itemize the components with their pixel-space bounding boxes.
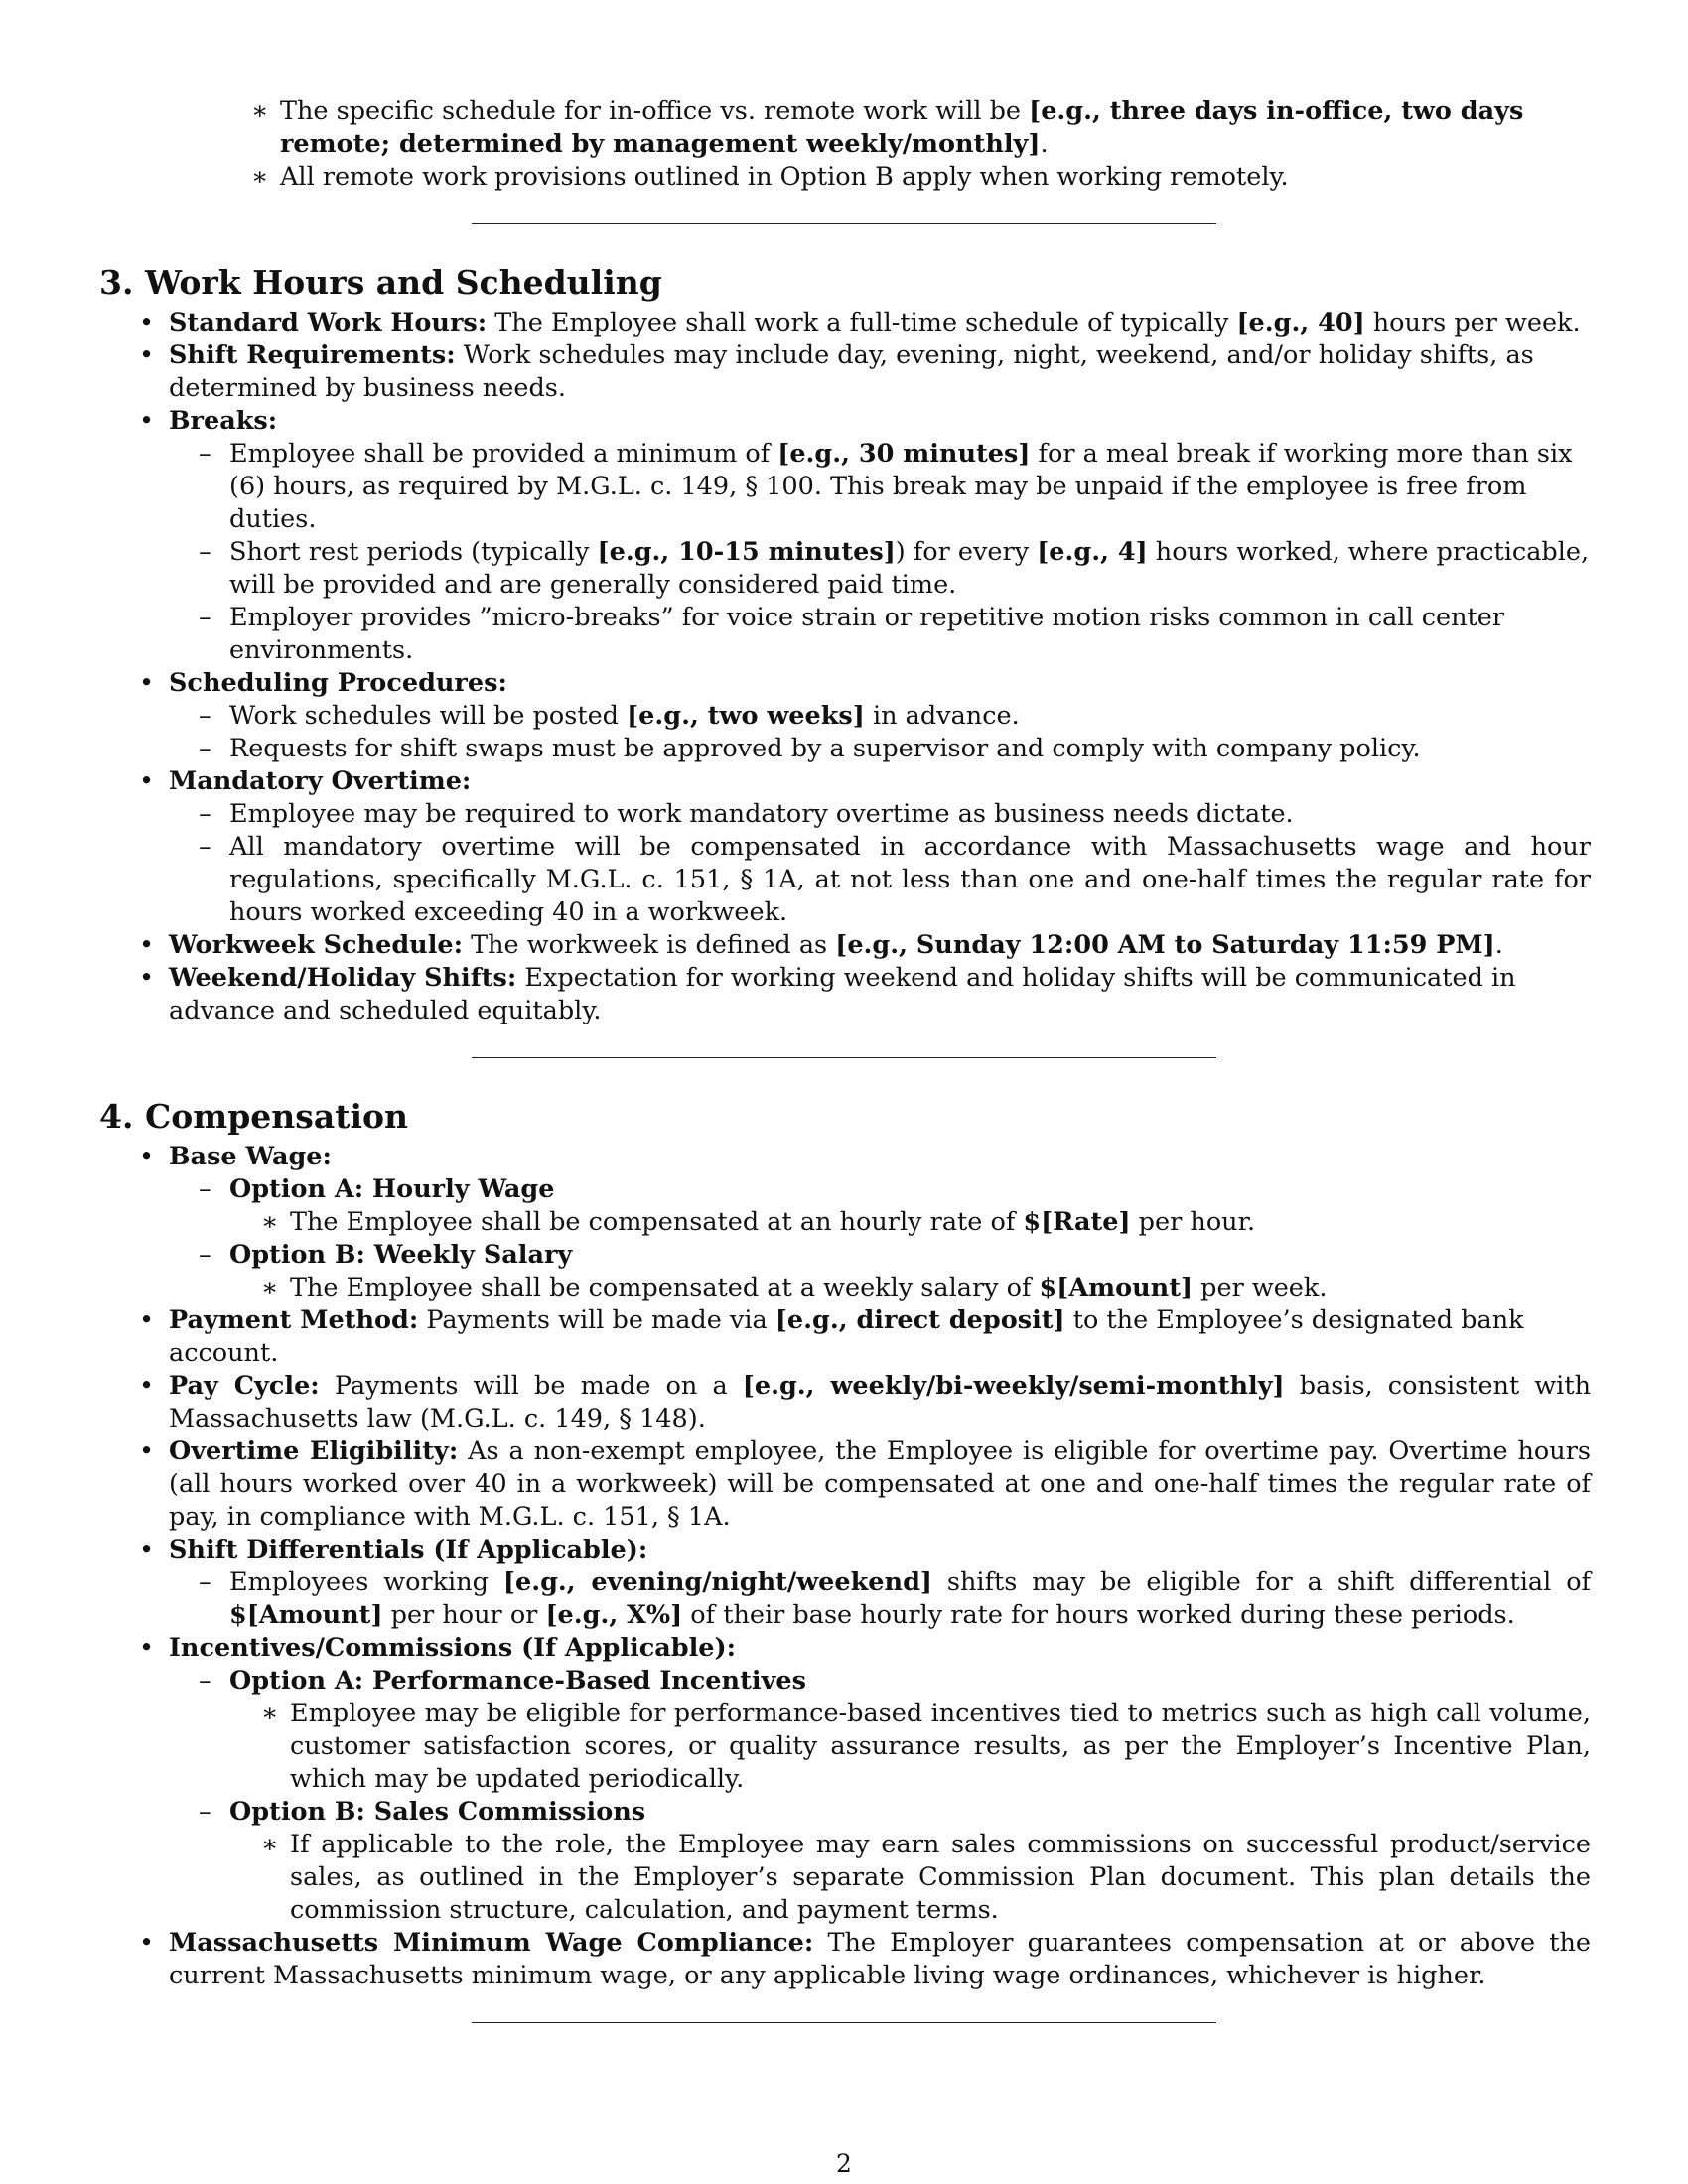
list-item-minimum-wage: • Massachusetts Minimum Wage Compliance: The Employer guarantees compensation at or above the current Massachusetts minimum wage, or any applicable living wage ordinances, whichever is higher. (169, 1927, 1591, 1992)
list-item: – Short rest periods (typically [e.g., 10-15 minutes]) for every [e.g., 4] hours worked, where practicable, will be provided and are generally considered paid time. (229, 536, 1591, 602)
page-number: 2 (836, 2149, 852, 2178)
list-item: – Requests for shift swaps must be approved by a supervisor and comply with company policy. (229, 733, 1591, 765)
list-item-weekend-holiday: • Weekend/Holiday Shifts: Expectation for working weekend and holiday shifts will be communicated in advance and scheduled equitably. (169, 962, 1591, 1027)
list-item: ∗ The Employee shall be compensated at an hourly rate of $[Rate] per hour. (290, 1206, 1591, 1239)
option-a-sublist (229, 1206, 1591, 1239)
section-heading-work-hours: 3. Work Hours and Scheduling (99, 263, 662, 302)
list-item: – Employees working [e.g., evening/night/weekend] shifts may be eligible for a shift differential of $[Amount] per hour or [e.g., X%] of their base hourly rate for hours worked during these periods. (229, 1567, 1591, 1632)
breaks-sublist (169, 438, 1591, 667)
continuation-list (99, 95, 1591, 194)
section-divider (472, 223, 1216, 224)
list-item: – Employee shall be provided a minimum of [e.g., 30 minutes] for a meal break if working more than six (6) hours, as required by M.G.L. c. 149, § 100. This break may be unpaid if the employee is free from duties. (229, 438, 1591, 536)
list-item: ∗ The Employee shall be compensated at a weekly salary of $[Amount] per week. (290, 1272, 1591, 1304)
list-item-standard-hours: • Standard Work Hours: The Employee shall work a full-time schedule of typically [e.g., 40] hours per week. (169, 307, 1591, 340)
compensation-list (99, 1141, 1591, 1992)
list-item: – Employer provides ”micro-breaks” for voice strain or repetitive motion risks common in call center environments. (229, 602, 1591, 667)
scheduling-sublist (169, 700, 1591, 765)
list-item-base-wage: • Base Wage: – Option A: Hourly Wage ∗ The Employee shall be compensated at an hourly rate of $[Rate] per hour. – Option B: Weekly Salary ∗ The Employee shall be compensated at a weekly salary of $[Amount] per week. (169, 1141, 1591, 1304)
list-item-pay-cycle: • Pay Cycle: Payments will be made on a [e.g., weekly/bi-weekly/semi-monthly] basis, consistent with Massachusetts law (M.G.L. c. 149, § 148). (169, 1370, 1591, 1435)
section-divider (472, 1057, 1216, 1058)
list-item: ∗ All remote work provisions outlined in Option B apply when working remotely. (280, 161, 1591, 194)
section-divider (472, 2022, 1216, 2023)
list-item: – Employee may be required to work mandatory overtime as business needs dictate. (229, 798, 1591, 831)
option-b-sublist (229, 1272, 1591, 1304)
base-wage-sublist (169, 1173, 1591, 1304)
list-item-option-a: – Option A: Hourly Wage ∗ The Employee shall be compensated at an hourly rate of $[Rate] per hour. (229, 1173, 1591, 1239)
page-content (99, 95, 1591, 2023)
list-item-shift-requirements: • Shift Requirements: Work schedules may include day, evening, night, weekend, and/or holiday shifts, as determined by business needs. (169, 340, 1591, 405)
list-item-payment-method: • Payment Method: Payments will be made via [e.g., direct deposit] to the Employee’s designated bank account. (169, 1304, 1591, 1370)
section-heading-compensation: 4. Compensation (99, 1097, 408, 1136)
list-item-option-a: – Option A: Performance-Based Incentives ∗ Employee may be eligible for performance-based incentives tied to metrics such as high call volume, customer satisfaction scores, or quality assurance results, as per the Employer’s Incentive Plan, which may be updated periodically. (229, 1665, 1591, 1796)
incentives-option-a-sublist (229, 1698, 1591, 1796)
shift-differentials-sublist (169, 1567, 1591, 1632)
list-item-scheduling-procedures: • Scheduling Procedures: – Work schedules will be posted [e.g., two weeks] in advance. – Requests for shift swaps must be approved by a supervisor and comply with company policy. (169, 667, 1591, 765)
incentives-sublist (169, 1665, 1591, 1927)
list-item-mandatory-overtime: • Mandatory Overtime: – Employee may be required to work mandatory overtime as business needs dictate. – All mandatory overtime will be compensated in accordance with Massachusetts wage and hour regulations, specifically M.G.L. c. 151, § 1A, at not less than one and one-half times the regular rate for hours worked exceeding 40 in a workweek. (169, 765, 1591, 929)
list-item-option-b: – Option B: Sales Commissions ∗ If applicable to the role, the Employee may earn sales commissions on successful product/service sales, as outlined in the Employer’s separate Commission Plan document. This plan details the commission structure, calculation, and payment terms. (229, 1796, 1591, 1927)
list-item-breaks: • Breaks: – Employee shall be provided a minimum of [e.g., 30 minutes] for a meal break if working more than six (6) hours, as required by M.G.L. c. 149, § 100. This break may be unpaid if the employee is free from duties. – Short rest periods (typically [e.g., 10-15 minutes]) for every [e.g., 4] hours worked, where practicable, will be provided and are generally considered paid time. – Employer provides ”micro-breaks” for voice strain or repetitive motion risks common in call center environments. (169, 405, 1591, 667)
list-item-incentives: • Incentives/Commissions (If Applicable): – Option A: Performance-Based Incentives ∗ Employee may be eligible for performance-based incentives tied to metrics such as high call volume, customer satisfaction scores, or quality assurance results, as per the Employer’s Incentive Plan, which may be updated periodically. – Option B: Sales Commissions ∗ If applicable to the role, the Employee may earn sales commissions on successful product/service sales, as outlined in the Employer’s separate Commission Plan document. This plan details the commission structure, calculation, and payment terms. (169, 1632, 1591, 1927)
list-item: ∗ Employee may be eligible for performance-based incentives tied to metrics such as high call volume, customer satisfaction scores, or quality assurance results, as per the Employer’s Incentive Plan, which may be updated periodically. (290, 1698, 1591, 1796)
list-item-option-b: – Option B: Weekly Salary ∗ The Employee shall be compensated at a weekly salary of $[Amount] per week. (229, 1239, 1591, 1304)
list-item-workweek-schedule: • Workweek Schedule: The workweek is defined as [e.g., Sunday 12:00 AM to Saturday 11:59 PM]. (169, 929, 1591, 962)
overtime-sublist (169, 798, 1591, 929)
list-item: ∗ If applicable to the role, the Employee may earn sales commissions on successful product/service sales, as outlined in the Employer’s separate Commission Plan document. This plan details the commission structure, calculation, and payment terms. (290, 1829, 1591, 1927)
list-item: – All mandatory overtime will be compensated in accordance with Massachusetts wage and hour regulations, specifically M.G.L. c. 151, § 1A, at not less than one and one-half times the regular rate for hours worked exceeding 40 in a workweek. (229, 831, 1591, 929)
list-item-shift-differentials: • Shift Differentials (If Applicable): – Employees working [e.g., evening/night/weekend] shifts may be eligible for a shift differential of $[Amount] per hour or [e.g., X%] of their base hourly rate for hours worked during these periods. (169, 1534, 1591, 1632)
list-item: ∗ The specific schedule for in-office vs. remote work will be [e.g., three days in-office, two days remote; determined by management weekly/monthly]. (280, 95, 1591, 161)
list-item-overtime-eligibility: • Overtime Eligibility: As a non-exempt employee, the Employee is eligible for overtime pay. Overtime hours (all hours worked over 40 in a workweek) will be compensated at one and one-half times the regular rate of pay, in compliance with M.G.L. c. 151, § 1A. (169, 1435, 1591, 1534)
incentives-option-b-sublist (229, 1829, 1591, 1927)
work-hours-list (99, 307, 1591, 1027)
list-item: – Work schedules will be posted [e.g., two weeks] in advance. (229, 700, 1591, 733)
